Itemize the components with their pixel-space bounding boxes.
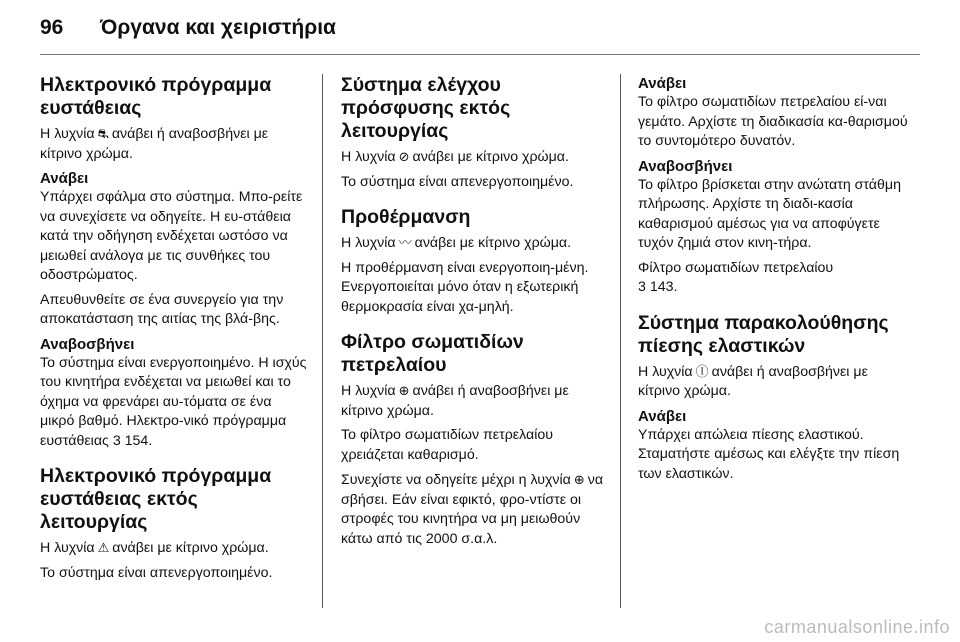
text: ανάβει με κίτρινο χρώμα. (112, 540, 269, 556)
column-3 (638, 74, 908, 498)
preheating-coil-icon: 〰 (398, 235, 412, 250)
text: Το σύστημα είναι ενεργοποιημένο. Η ισχύς του κινητήρα ενδέχεται να μειωθεί και το όχημα να φρενάρει αυ-τόματα σε ένα μικρό βαθμό. Ηλεκτρο-νικό πρόγραμμα ευστάθειας (40, 354, 307, 449)
section-traction-control (341, 74, 609, 192)
paragraph (341, 381, 609, 421)
column-divider (620, 74, 621, 608)
section-preheating (341, 206, 609, 317)
text: ανάβει ή αναβοσβήνει με κίτρινο χρώμα. (40, 126, 269, 162)
text: Η λυχνία (341, 149, 396, 165)
text: ανάβει ή αναβοσβήνει με κίτρινο χρώμα. (341, 383, 569, 419)
paragraph: Το σύστημα είναι απενεργοποιημένο. (40, 564, 273, 581)
paragraph: Υπάρχει σφάλμα στο σύστημα. Μπο-ρείτε να συνεχίσετε να οδηγείτε. Η ευ-στάθεια κατά την οδήγηση ενδέχεται ωστόσο να μειωθεί ανάλογα με τις συνθήκες του οδοστρώματος. (40, 189, 303, 283)
column-divider (322, 74, 323, 608)
paragraph: Υπάρχει απώλεια πίεσης ελαστικού. Σταματήστε αμέσως και ελέγξτε την πίεση των ελαστικών. (638, 426, 900, 482)
tyre-pressure-icon: Ⓘ (695, 363, 709, 379)
paragraph: Το φίλτρο σωματιδίων πετρελαίου χρειάζεται καθαρισμό. (341, 427, 554, 463)
subheading: Ανάβει (40, 170, 89, 187)
header-rule (40, 54, 920, 55)
text: Η λυχνία (40, 540, 95, 556)
engine-off-icon: ⊘ (398, 149, 410, 164)
paragraph (40, 538, 308, 559)
diesel-particle-filter-icon: ⊕ (573, 472, 585, 487)
paragraph (638, 362, 908, 402)
paragraph (341, 233, 609, 254)
subheading: Ανάβει (638, 75, 687, 92)
text: Η λυχνία (341, 383, 396, 399)
page-header (40, 8, 336, 48)
text: να σβήσει. Εάν είναι εφικτό, φρο-ντίστε οι στροφές του κινητήρα να μη μειωθούν κάτω από τις 2000 σ.α.λ. (341, 472, 604, 547)
paragraph: Το φίλτρο σωματιδίων πετρελαίου εί-ναι γεμάτο. Αρχίστε τη διαδικασία κα-θαρισμού το συντομότερο δυνατόν. (638, 94, 908, 149)
section-title: Φίλτρο σωματιδίων πετρελαίου (341, 331, 524, 376)
paragraph (341, 470, 609, 549)
paragraph (40, 354, 308, 452)
section-title: Σύστημα ελέγχου πρόσφυσης εκτός λειτουργίας (341, 74, 511, 142)
text: ανάβει ή αναβοσβήνει με κίτρινο χρώμα. (638, 363, 868, 399)
page-number: 96 (40, 16, 64, 39)
subheading: Ανάβει (638, 407, 687, 425)
section-title: Σύστημα παρακολούθησης πίεσης ελαστικών (638, 311, 889, 357)
text: Η λυχνία (40, 126, 95, 142)
esc-warning-icon: ⚠ (97, 540, 110, 555)
paragraph (40, 124, 308, 164)
section-esc (40, 74, 308, 451)
diesel-particle-filter-icon: ⊕ (398, 383, 410, 398)
text: Η λυχνία (341, 235, 396, 251)
paragraph (638, 259, 908, 298)
subheading: Αναβοσβήνει (638, 157, 733, 175)
section-esc-off (40, 465, 308, 583)
text: Συνεχίστε να οδηγείτε μέχρι η λυχνία (341, 472, 571, 488)
paragraph (341, 147, 609, 168)
column-1 (40, 74, 308, 597)
text: Η λυχνία (638, 363, 693, 380)
paragraph: Η προθέρμανση είναι ενεργοποιη-μένη. Ενεργοποιείται μόνο όταν η εξωτερική θερμοκρασία είναι χα-μηλή. (341, 259, 589, 315)
paragraph: Το σύστημα είναι απενεργοποιημένο. (341, 173, 574, 190)
page-reference[interactable]: 3 143. (638, 279, 678, 295)
watermark: carmanualsonline.info (764, 617, 950, 637)
subheading: Αναβοσβήνει (40, 335, 135, 353)
paragraph: Απευθυνθείτε σε ένα συνεργείο για την αποκατάσταση της αιτίας της βλά-βης. (40, 291, 284, 327)
paragraph: Το φίλτρο βρίσκεται στην ανώτατη στάθμη πλήρωσης. Αρχίστε τη διαδι-κασία καθαρισμού αμέσως για να αποφύγετε τυχόν ζημιά στον κινη-τήρα. (638, 176, 901, 251)
text: ανάβει με κίτρινο χρώμα. (414, 235, 572, 251)
section-dpf-continued (638, 74, 908, 298)
text: Φίλτρο σωματιδίων πετρελαίου (638, 259, 834, 276)
column-2 (341, 74, 609, 563)
section-title: Ηλεκτρονικό πρόγραμμα ευστάθειας εκτός λειτουργίας (40, 465, 272, 533)
page-reference[interactable]: 3 154. (112, 432, 153, 449)
esc-off-warning-icon: ⛐ (97, 126, 109, 141)
section-tyre-pressure (638, 312, 908, 485)
section-title: Ηλεκτρονικό πρόγραμμα ευστάθειας (40, 74, 272, 119)
page-title: Όργανα και χειριστήρια (100, 16, 336, 39)
text: ανάβει με κίτρινο χρώμα. (412, 149, 569, 165)
section-dpf (341, 331, 609, 549)
section-title: Προθέρμανση (341, 206, 471, 228)
